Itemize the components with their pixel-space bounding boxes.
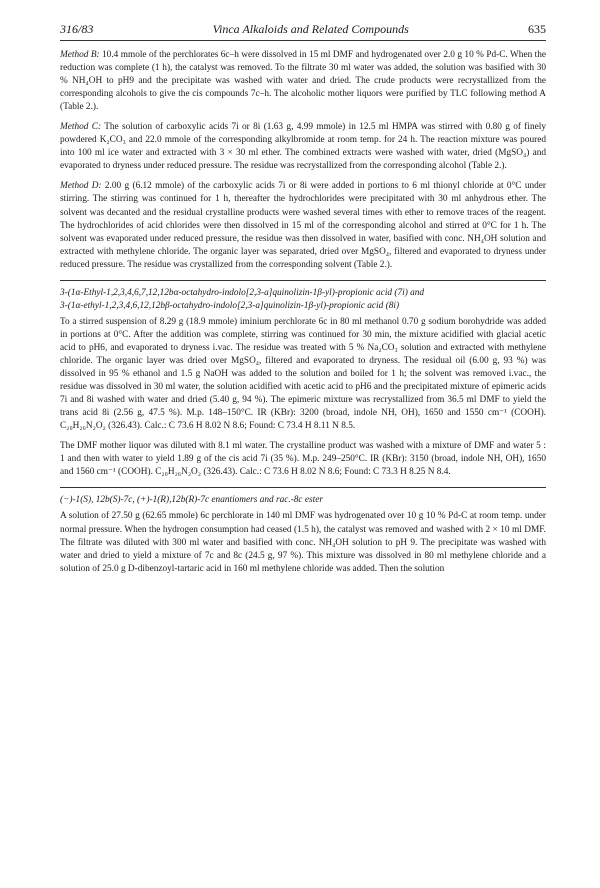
method-c-paragraph bbox=[60, 121, 546, 173]
method-b-text: 10.4 mmole of the perchlorates 6c–h were dissolved in 15 ml DMF and hydrogenated over 2.0 g 10 % Pd-C. When the reduction was complete (1 h), the catalyst was removed. To the filtrate 30 ml water was added, the solution was basified with 30 % NH₄OH to pH9 and the precipitate was washed with water and dried. The crude products were recrystallized from the corresponding alcohols to give the cis compounds 7c–h. The alcoholic mother liquors were purified by TLC following method A (Table 2.). bbox=[60, 50, 547, 113]
section-2-title: (−)-1(S), 12b(S)-7c, (+)-1(R),12b(R)-7c enantiomers and rac.-8c ester bbox=[60, 495, 323, 506]
method-d-paragraph bbox=[60, 180, 546, 271]
section-1-paragraph-1: To a stirred suspension of 8.29 g (18.9 mmole) iminium perchlorate 6c in 80 ml methanol 0.70 g sodium borohydride was added in portions at 0°C. After the addition was complete, stirring was continued for 30 min, the mixture acidified with glacial acetic acid to pH6, and evaporated to dryness i.vac. The residue was treated with 5 % Na₂CO₃ solution and extracted with methylene chloride. The organic layer was dried over MgSO₄, filtered and evaporated to dryness. The residual oil (6.00 g, 93 %) was dissolved in 95 % ethanol and 1.5 g NaOH was added to the solution and boiled for 1 h; the solvent was removed i.vac., the residue was dissolved in 30 ml water, the solution acidified with acetic acid to pH6 and the precipitated mixture of epimeric acids 7i and 8i washed with water and dried (5.40 g, 94 %). The epimeric mixture was recrystallized from 36.5 ml DMF to yield the trans acid 8i (2.56 g, 47.5 %). M.p. 148–150°C. IR (KBr): 3200 (broad, indole NH, OH), 1650 and 1550 cm⁻¹ (COOH). C₂₀H₂₆N₂O₂ (326.43). Calc.: C 73.6 H 8.02 N 8.6; Found: C 73.4 H 8.11 N 8.5. bbox=[60, 316, 546, 432]
section-1-paragraph-2: The DMF mother liquor was diluted with 8.1 ml water. The crystalline product was washed with a mixture of DMF and water 5 : 1 and then with water to yield 1.89 g of the cis acid 7i (35 %). M.p. 249–250°C. IR (KBr): 3150 (broad, indole NH, OH), 1650 and 1560 cm⁻¹ (COOH). C₂₀H₂₆N₂O₂ (326.43). Calc.: C 73.6 H 8.02 N 8.6; Found: C 73.3 H 8.25 N 8.4. bbox=[60, 441, 546, 478]
method-c-text: The solution of carboxylic acids 7i or 8i (1.63 g, 4.99 mmole) in 12.5 ml HMPA was stirred with 0.80 g of finely powdered K₂CO₃ and 22.0 mmole of the corresponding alkylbromide at room temp. for 24 h. The reaction mixture was poured into 100 ml ice water and extracted with 3 × 30 ml ether. The combined extracts were washed with water, dried (MgSO₄) and evaporated to dryness under reduced pressure. The residue was recrystallized from the corresponding alcohol (Table 2.). bbox=[60, 122, 546, 172]
section-1-title-line-1: 3-(1α-Ethyl-1,2,3,4,6,7,12,12bα-octahydro-indolo[2,3-a]quinolizin-1β-yl)-propionic acid (7i) and bbox=[60, 287, 425, 298]
section-divider bbox=[60, 280, 546, 281]
journal-code: 316/83 bbox=[60, 22, 94, 36]
section-2-paragraph-1: A solution of 27.50 g (62.65 mmole) 6c perchlorate in 140 ml DMF was hydrogenated over 10 g 10 % Pd-C at room temp. under normal pressure. When the hydrogen consumption had ceased (1.5 h), the catalyst was removed and washed with 2 × 10 ml DMF. The filtrate was diluted with 300 ml water and basified with conc. NH₄OH solution to pH 9. The precipitate was washed with water and dried to yield a mixture of 7c and 8c (24.5 g, 97 %). This mixture was dissolved in 80 ml methylene chloride and a solution of 25.0 g D-dibenzoyl-tartaric acid in 160 ml methylene chloride was added. Then the solution bbox=[60, 511, 546, 574]
page-number: 635 bbox=[527, 22, 546, 36]
method-d-lead: Method D: bbox=[60, 181, 102, 192]
section-divider bbox=[60, 487, 546, 488]
section-1-title-line-2: 3-(1α-ethyl-1,2,3,4,6,12,12bβ-octahydro-indolo[2,3-a]quinolizin-1β-yl)-propionic acid (8i) bbox=[60, 300, 400, 311]
running-title: Vinca Alkaloids and Related Compounds bbox=[212, 22, 409, 36]
method-b-paragraph bbox=[60, 49, 546, 114]
running-header bbox=[60, 22, 546, 41]
method-b-lead: Method B: bbox=[60, 50, 100, 60]
method-c-lead: Method C: bbox=[60, 122, 102, 133]
page bbox=[60, 22, 546, 576]
method-d-text: 2.00 g (6.12 mmole) of the carboxylic acids 7i or 8i were added in portions to 6 ml thionyl chloride at 0°C under stirring. The stirring was continued for 1 h, thereafter the hydrochlorides were precipitated with 30 ml anhydrous ether. The solvent was decanted and the residual crystalline products were washed several times with ether to remove traces of the reagent. The hydrochlorides of acid chlorides were then dissolved in 15 ml of the corresponding alcohol and stirred at 0°C for 1 h. The solvent was evaporated under reduced pressure, the residue was then dissolved in water, basified with conc. NH₄OH solution and extracted with methylene chloride. The organic layer was separated, dried over MgSO₄, filtered and evaporated to dryness under reduced pressure. The residue was crystallized from the corresponding solvent (Table 2.). bbox=[60, 181, 546, 270]
article-body bbox=[60, 49, 546, 576]
